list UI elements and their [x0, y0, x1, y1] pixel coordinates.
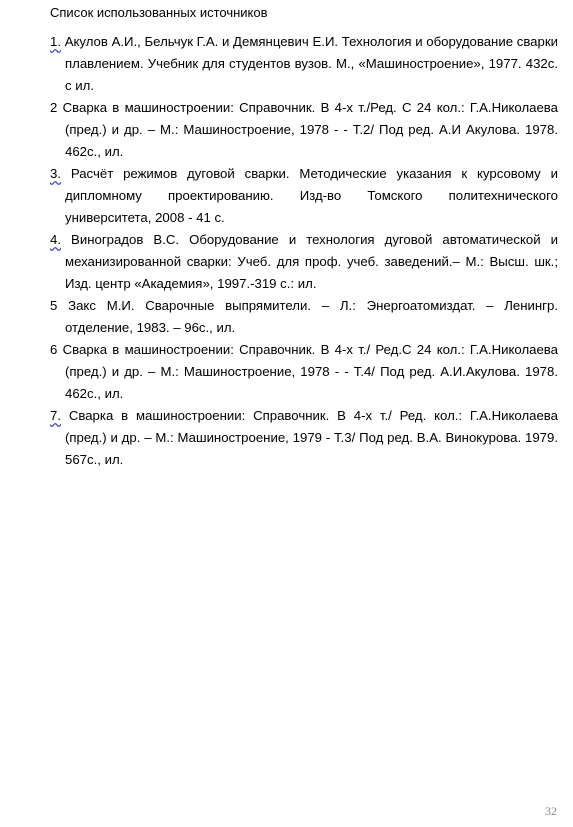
reference-text: Расчёт режимов дуговой сварки. Методические указания к курсовому и дипломному проектированию. Изд-во Томского политехнического университета, 2008 - 41 с. [65, 166, 558, 225]
reference-text: Сварка в машиностроении: Справочник. В 4-х т./ Ред.С 24 кол.: Г.А.Николаева (пред.) и др. – М.: Машиностроение, 1978 - - Т.4/ Под ред. А.И.Акулова. 1978. 462с., ил. [62, 342, 558, 401]
reference-item [50, 405, 558, 471]
reference-item [50, 295, 558, 339]
reference-text: Закс М.И. Сварочные выпрямители. – Л.: Энергоатомиздат. – Ленингр. отделение, 1983. – 96с., ил. [65, 298, 558, 335]
reference-item [50, 97, 558, 163]
reference-text: Виноградов В.С. Оборудование и технология дуговой автоматической и механизированной сварки: Учеб. для проф. учеб. заведений.– М.: Высш. шк.; Изд. центр «Академия», 1997.-319 с.: ил. [65, 232, 558, 291]
page-title: Список использованных источников [50, 5, 268, 20]
reference-item [50, 163, 558, 229]
reference-text: Акулов А.И., Бельчук Г.А. и Демянцевич Е.И. Технология и оборудование сварки плавлением. Учебник для студентов вузов. М., «Машиностроение», 1977. 432с. с ил. [64, 34, 558, 93]
reference-list [50, 31, 558, 471]
reference-number: 5 [50, 298, 58, 313]
reference-text: Сварка в машиностроении: Справочник. В 4-х т./Ред. С 24 кол.: Г.А.Николаева (пред.) и др. – М.: Машиностроение, 1978 - - Т.2/ Под ред. А.И Акулова. 1978. 462с., ил. [62, 100, 558, 159]
page-number: 32 [545, 804, 557, 818]
reference-number: 2 [50, 100, 58, 115]
reference-item [50, 339, 558, 405]
reference-text: Сварка в машиностроении: Справочник. В 4-х т./ Ред. кол.: Г.А.Николаева (пред.) и др. – М.: Машиностроение, 1979 - Т.3/ Под ред. В.А. Винокурова. 1979. 567с., ил. [65, 408, 558, 467]
reference-number: 6 [50, 342, 58, 357]
reference-item [50, 31, 558, 97]
reference-number: 3. [50, 166, 61, 181]
reference-number: 4. [50, 232, 61, 247]
reference-item [50, 229, 558, 295]
reference-number: 7. [50, 408, 61, 423]
reference-number: 1. [50, 34, 61, 49]
